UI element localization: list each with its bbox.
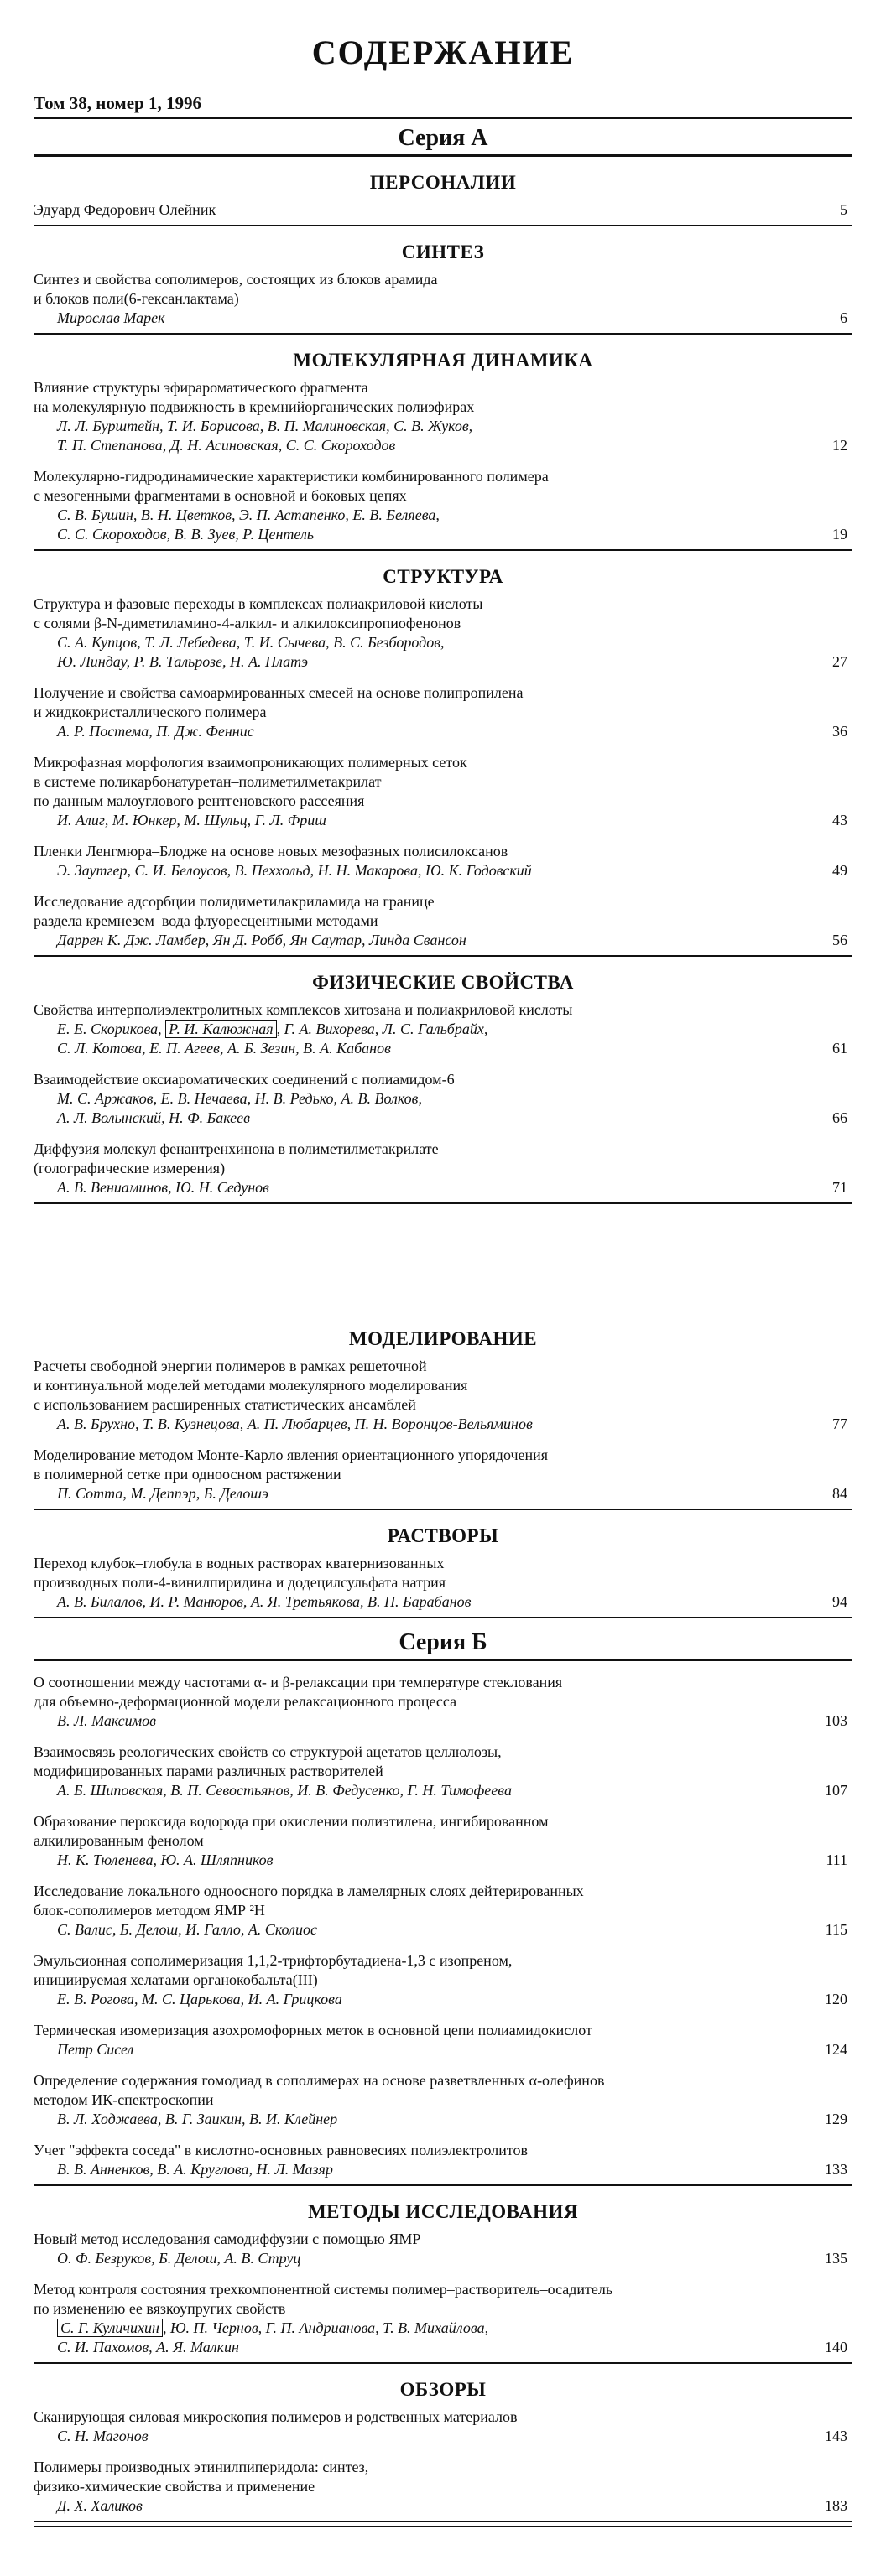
- section-title: ОБЗОРЫ: [399, 2379, 487, 2400]
- toc-entry[interactable]: [34, 1446, 852, 1504]
- entry-list: [34, 200, 852, 220]
- entry-authors-line: Э. Заутгер, С. И. Белоусов, В. Пеххольд, Н. Н. Макарова, Ю. К. Годовский: [57, 862, 532, 879]
- toc-entry[interactable]: [34, 1882, 852, 1940]
- entry-authors-line: [34, 2319, 794, 2338]
- entry-title-line: производных поли-4-винилпиридина и додецилсульфата натрия: [34, 1574, 446, 1591]
- toc-entry[interactable]: [34, 2230, 852, 2268]
- entry-title-line: Синтез и свойства сополимеров, состоящих из блоков арамида: [34, 271, 438, 288]
- entry-authors-line: В. Л. Ходжаева, В. Г. Заикин, В. И. Клейнер: [57, 2111, 338, 2127]
- section-physical-properties: [34, 970, 852, 1204]
- entry-page-number: 12: [832, 437, 847, 454]
- entry-authors-line: С. Н. Магонов: [57, 2428, 149, 2444]
- section-title: ФИЗИЧЕСКИЕ СВОЙСТВА: [312, 972, 574, 993]
- entry-page-number: 71: [832, 1179, 847, 1196]
- entry-page-number: 6: [840, 309, 847, 326]
- author-name: , Ю. П. Чернов, Г. П. Андрианова, Т. В. Михайлова,: [162, 2319, 489, 2336]
- entry-title-line: методом ИК-спектроскопии: [34, 2091, 214, 2108]
- entry-list: [34, 2407, 852, 2516]
- entry-title-line: Эдуард Федорович Олейник: [34, 201, 216, 218]
- entry-list: [34, 595, 852, 950]
- toc-entry[interactable]: [34, 467, 852, 544]
- entry-page-number: 77: [832, 1415, 847, 1432]
- entry-list: [34, 378, 852, 544]
- section-title: СИНТЕЗ: [401, 242, 485, 262]
- toc-entry[interactable]: [34, 2458, 852, 2516]
- entry-authors-line: Даррен К. Дж. Ламбер, Ян Д. Робб, Ян Саутар, Линда Свансон: [57, 932, 466, 948]
- bottom-rule: [34, 2526, 852, 2527]
- entry-page-number: 36: [832, 723, 847, 740]
- series-b-heading: Серия Б: [34, 1627, 852, 1661]
- entry-authors-line: Петр Сисел: [57, 2041, 134, 2058]
- entry-title-line: и континуальной моделей методами молекулярного моделирования: [34, 1377, 468, 1394]
- section-synthesis: [34, 240, 852, 335]
- series-a-heading: Серия А: [34, 122, 852, 157]
- toc-entry[interactable]: [34, 2407, 852, 2446]
- section-title: МОЛЕКУЛЯРНАЯ ДИНАМИКА: [293, 350, 593, 371]
- entry-title-line: Новый метод исследования самодиффузии с помощью ЯМР: [34, 2231, 421, 2247]
- section-structure: [34, 564, 852, 957]
- entry-title-line: Структура и фазовые переходы в комплексах полиакриловой кислоты: [34, 595, 483, 612]
- entry-authors-line: П. Сотта, М. Деппэр, Б. Делошэ: [57, 1485, 268, 1502]
- entry-authors-line: В. Л. Максимов: [57, 1712, 156, 1729]
- entry-title-line: с использованием расширенных статистических ансамблей: [34, 1396, 416, 1413]
- entry-title-line: модифицированных парами различных растворителей: [34, 1763, 383, 1779]
- section-title: СТРУКТУРА: [383, 566, 503, 587]
- section-title: ПЕРСОНАЛИИ: [369, 172, 517, 193]
- toc-entry[interactable]: [34, 2071, 852, 2129]
- section-reviews: [34, 2377, 852, 2522]
- toc-entry[interactable]: [34, 1357, 852, 1434]
- author-name: Е. Е. Скорикова,: [57, 1021, 166, 1037]
- issue-line: Том 38, номер 1, 1996: [34, 92, 852, 119]
- entry-authors-line: А. В. Вениаминов, Ю. Н. Седунов: [57, 1179, 269, 1196]
- entry-title-line: (голографические измерения): [34, 1160, 226, 1176]
- entry-title-line: Пленки Ленгмюра–Блодже на основе новых мезофазных полисилоксанов: [34, 843, 508, 860]
- entry-page-number: 19: [832, 526, 847, 543]
- entry-title-line: Сканирующая силовая микроскопия полимеров и родственных материалов: [34, 2408, 518, 2425]
- entry-page-number: 107: [825, 1782, 847, 1799]
- entry-page-number: 129: [825, 2111, 847, 2127]
- entry-title-line: Образование пероксида водорода при окислении полиэтилена, ингибированном: [34, 1813, 549, 1830]
- entry-title-line: Получение и свойства самоармированных смесей на основе полипропилена: [34, 684, 524, 701]
- entry-authors-line: С. В. Бушин, В. Н. Цветков, Э. П. Астапенко, Е. В. Беляева,: [57, 506, 440, 523]
- entry-page-number: 111: [826, 1852, 847, 1868]
- entry-title-line: алкилированным фенолом: [34, 1832, 204, 1849]
- toc-entry[interactable]: [34, 595, 852, 672]
- entry-authors-line: Е. В. Рогова, М. С. Царькова, И. А. Грицкова: [57, 1991, 342, 2007]
- toc-entry[interactable]: [34, 892, 852, 950]
- entry-title-line: Расчеты свободной энергии полимеров в рамках решеточной: [34, 1358, 427, 1374]
- entry-title-line: Определение содержания гомодиад в сополимерах на основе разветвленных α-олефинов: [34, 2072, 605, 2089]
- entry-page-number: 143: [825, 2428, 847, 2444]
- toc-entry[interactable]: [34, 378, 852, 455]
- sheet-bottom: [34, 1313, 852, 2527]
- entry-title-line: с мезогенными фрагментами в основной и боковых цепях: [34, 487, 407, 504]
- entry-authors-line: А. В. Брухно, Т. В. Кузнецова, А. П. Любарцев, П. Н. Воронцов-Вельяминов: [57, 1415, 533, 1432]
- section-modeling: [34, 1327, 852, 1510]
- entry-page-number: 84: [832, 1485, 847, 1502]
- section-title: МЕТОДЫ ИССЛЕДОВАНИЯ: [307, 2201, 579, 2222]
- entry-title-line: Влияние структуры эфирароматического фрагмента: [34, 379, 368, 396]
- toc-entry[interactable]: [34, 1951, 852, 2009]
- entry-title-line: в системе поликарбонатуретан–полиметилметакрилат: [34, 773, 382, 790]
- entry-authors-line: С. А. Купцов, Т. Л. Лебедева, Т. И. Сычева, В. С. Безбородов,: [57, 634, 445, 651]
- entry-title-line: О соотношении между частотами α- и β-релаксации при температуре стеклования: [34, 1674, 563, 1690]
- entry-page-number: 49: [832, 862, 847, 879]
- entry-title-line: Эмульсионная сополимеризация 1,1,2-трифторбутадиена-1,3 с изопреном,: [34, 1952, 513, 1969]
- entry-authors-line: Мирослав Марек: [57, 309, 165, 326]
- entry-title-line: Учет "эффекта соседа" в кислотно-основных равновесиях полиэлектролитов: [34, 2142, 529, 2158]
- sheet-top: [34, 30, 852, 1204]
- entry-authors-line: А. Л. Волынский, Н. Ф. Бакеев: [57, 1109, 250, 1126]
- page-title: СОДЕРЖАНИЕ: [311, 34, 575, 71]
- entry-page-number: 135: [825, 2250, 847, 2267]
- section-research-methods: [34, 2199, 852, 2364]
- toc-entry[interactable]: [34, 1000, 852, 1058]
- entry-title-line: Полимеры производных этинилпиперидола: синтез,: [34, 2459, 369, 2475]
- toc-entry[interactable]: [34, 2141, 852, 2179]
- entry-authors-line: О. Ф. Безруков, Б. Делош, А. В. Струц: [57, 2250, 301, 2267]
- entry-title-line: раздела кремнезем–вода флуоресцентными методами: [34, 912, 378, 929]
- entry-title-line: по данным малоуглового рентгеновского рассеяния: [34, 792, 365, 809]
- entry-page-number: 103: [825, 1712, 847, 1729]
- entry-list: [34, 2230, 852, 2357]
- section-molecular-dynamics: [34, 348, 852, 551]
- entry-title-line: Исследование локального одноосного порядка в ламелярных слоях дейтерированных: [34, 1883, 584, 1899]
- toc-entry[interactable]: [34, 2280, 852, 2357]
- toc-entry[interactable]: [34, 1742, 852, 1800]
- entry-title-line: Переход клубок–глобула в водных растворах кватернизованных: [34, 1555, 445, 1571]
- entry-title-line: Микрофазная морфология взаимопроникающих полимерных сеток: [34, 754, 467, 771]
- entry-title-line: Моделирование методом Монте-Карло явления ориентационного упорядочения: [34, 1446, 549, 1463]
- entry-list: [34, 1357, 852, 1504]
- entry-title-line: инициируемая хелатами органокобальта(III): [34, 1971, 318, 1988]
- entry-page-number: 5: [840, 201, 847, 218]
- entry-page-number: 115: [825, 1921, 847, 1938]
- toc-entry[interactable]: [34, 200, 852, 220]
- entry-authors-line: [34, 1020, 794, 1039]
- series-b-entries: [34, 1661, 852, 2186]
- entry-authors-line: М. С. Аржаков, Е. В. Нечаева, Н. В. Редько, А. В. Волков,: [57, 1090, 422, 1107]
- section-title: РАСТВОРЫ: [387, 1525, 499, 1546]
- toc-entry[interactable]: [34, 270, 852, 328]
- entry-title-line: Взаимодействие оксиароматических соединений с полиамидом-6: [34, 1071, 455, 1088]
- toc-entry[interactable]: [34, 683, 852, 741]
- entry-title-line: и блоков поли(6-гексанлактама): [34, 290, 239, 307]
- section-title: МОДЕЛИРОВАНИЕ: [348, 1328, 538, 1349]
- entry-page-number: 61: [832, 1040, 847, 1057]
- entry-title-line: Свойства интерполиэлектролитных комплексов хитозана и полиакриловой кислоты: [34, 1001, 573, 1018]
- author-name-boxed: Р. И. Калюжная: [165, 1020, 277, 1038]
- entry-title-line: Метод контроля состояния трехкомпонентной системы полимер–растворитель–осадитель: [34, 2281, 613, 2298]
- entry-title-line: физико-химические свойства и применение: [34, 2478, 315, 2495]
- entry-title-line: Молекулярно-гидродинамические характеристики комбинированного полимера: [34, 468, 549, 485]
- entry-list: [34, 270, 852, 328]
- entry-page-number: 133: [825, 2161, 847, 2178]
- entry-title-line: Взаимосвязь реологических свойств со структурой ацетатов целлюлозы,: [34, 1743, 502, 1760]
- entry-authors-line: А. Б. Шиповская, В. П. Севостьянов, И. В. Федусенко, Г. Н. Тимофеева: [57, 1782, 512, 1799]
- toc-entry[interactable]: [34, 1673, 852, 1731]
- section-solutions: [34, 1524, 852, 1618]
- entry-title-line: Диффузия молекул фенантренхинона в полиметилметакрилате: [34, 1140, 439, 1157]
- entry-page-number: 27: [832, 653, 847, 670]
- toc-entry[interactable]: [34, 2021, 852, 2059]
- entry-list: [34, 1554, 852, 1612]
- entry-title-line: Исследование адсорбции полидиметилакриламида на границе: [34, 893, 435, 910]
- entry-page-number: 43: [832, 812, 847, 828]
- entry-authors-line: А. Р. Постема, П. Дж. Феннис: [57, 723, 254, 740]
- entry-title-line: в полимерной сетке при одноосном растяжении: [34, 1466, 341, 1483]
- entry-authors-line: С. И. Пахомов, А. Я. Малкин: [57, 2339, 239, 2355]
- entry-authors-line: С. Л. Котова, Е. П. Агеев, А. Б. Зезин, В. А. Кабанов: [57, 1040, 391, 1057]
- toc-entry[interactable]: [34, 1812, 852, 1870]
- entry-page-number: 124: [825, 2041, 847, 2058]
- entry-page-number: 56: [832, 932, 847, 948]
- entry-title-line: на молекулярную подвижность в кремнийорганических полиэфирах: [34, 398, 475, 415]
- entry-authors-line: А. В. Билалов, И. Р. Манюров, А. Я. Третьякова, В. П. Барабанов: [57, 1593, 472, 1610]
- author-name: , Г. А. Вихорева, Л. С. Гальбрайх,: [276, 1021, 488, 1037]
- entry-page-number: 94: [832, 1593, 847, 1610]
- entry-title-line: и жидкокристаллического полимера: [34, 704, 267, 720]
- entry-authors-line: С. Валис, Б. Делош, И. Галло, А. Сколиос: [57, 1921, 317, 1938]
- entry-title-line: для объемно-деформационной модели релаксационного процесса: [34, 1693, 457, 1710]
- entry-page-number: 183: [825, 2497, 847, 2514]
- entry-title-line: с солями β-N-диметиламино-4-алкил- и алкилоксипропиофенонов: [34, 615, 461, 631]
- entry-authors-line: Л. Л. Бурштейн, Т. И. Борисова, В. П. Малиновская, С. В. Жуков,: [57, 418, 473, 434]
- toc-entry[interactable]: [34, 1554, 852, 1612]
- entry-page-number: 120: [825, 1991, 847, 2007]
- entry-authors-line: Н. К. Тюленева, Ю. А. Шляпников: [57, 1852, 274, 1868]
- author-name-boxed: С. Г. Куличихин: [57, 2319, 163, 2337]
- entry-title-line: блок-сополимеров методом ЯМР ²H: [34, 1902, 265, 1919]
- entry-authors-line: Ю. Линдау, Р. В. Тальрозе, Н. А. Платэ: [57, 653, 309, 670]
- toc-entry[interactable]: [34, 1140, 852, 1197]
- entry-authors-line: Т. П. Степанова, Д. Н. Асиновская, С. С. Скороходов: [57, 437, 396, 454]
- entry-authors-line: С. С. Скороходов, В. В. Зуев, Р. Центель: [57, 526, 314, 543]
- entry-authors-line: Д. Х. Халиков: [57, 2497, 143, 2514]
- entry-page-number: 140: [825, 2339, 847, 2355]
- entry-authors-line: В. В. Анненков, В. А. Круглова, Н. Л. Мазяр: [57, 2161, 333, 2178]
- entry-authors-line: И. Алиг, М. Юнкер, М. Шульц, Г. Л. Фриш: [57, 812, 326, 828]
- entry-title-line: Термическая изомеризация азохромофорных меток в основной цепи полиамидокислот: [34, 2022, 592, 2038]
- section-personalia: [34, 170, 852, 226]
- toc-entry[interactable]: [34, 753, 852, 830]
- entry-page-number: 66: [832, 1109, 847, 1126]
- toc-entry[interactable]: [34, 842, 852, 880]
- entry-list: [34, 1000, 852, 1197]
- toc-entry[interactable]: [34, 1070, 852, 1128]
- entry-title-line: по изменению ее вязкоупругих свойств: [34, 2300, 286, 2317]
